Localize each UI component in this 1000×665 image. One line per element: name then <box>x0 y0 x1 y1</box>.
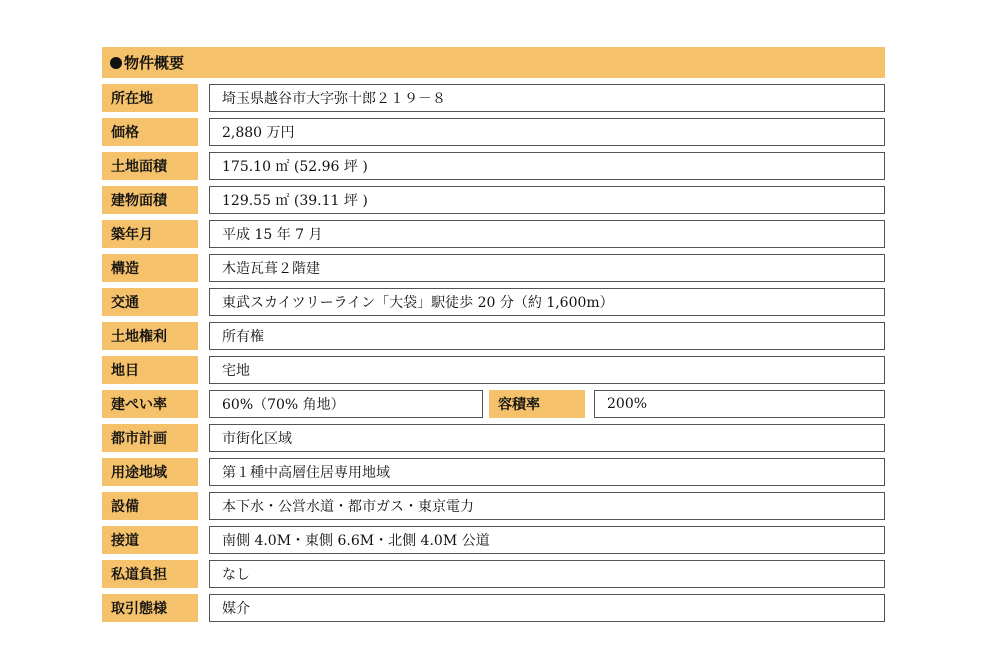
row-transaction-type <box>102 594 885 622</box>
label-built-date: 築年月 <box>102 220 198 248</box>
row-land-rights <box>102 322 885 350</box>
row-price <box>102 118 885 146</box>
value-facilities: 本下水・公営水道・都市ガス・東京電力 <box>209 492 885 520</box>
row-land-area <box>102 152 885 180</box>
value-floor-area-ratio: 200% <box>594 390 885 418</box>
section-header <box>102 47 885 78</box>
value-road-access: 南側 4.0M・東側 6.6M・北側 4.0M 公道 <box>209 526 885 554</box>
label-transaction-type: 取引態様 <box>102 594 198 622</box>
value-land-category: 宅地 <box>209 356 885 384</box>
row-location <box>102 84 885 112</box>
section-title: 物件概要 <box>124 54 185 72</box>
row-transport <box>102 288 885 316</box>
label-floor-area-ratio: 容積率 <box>489 390 585 418</box>
row-land-category <box>102 356 885 384</box>
row-building-area <box>102 186 885 214</box>
label-location: 所在地 <box>102 84 198 112</box>
label-land-area: 土地面積 <box>102 152 198 180</box>
row-zoning <box>102 458 885 486</box>
row-private-road <box>102 560 885 588</box>
row-coverage-ratio <box>102 390 885 418</box>
value-built-date: 平成 15 年 7 月 <box>209 220 885 248</box>
row-built-date <box>102 220 885 248</box>
label-city-planning: 都市計画 <box>102 424 198 452</box>
row-road-access <box>102 526 885 554</box>
label-price: 価格 <box>102 118 198 146</box>
value-structure: 木造瓦葺２階建 <box>209 254 885 282</box>
value-transport: 東武スカイツリーライン「大袋」駅徒歩 20 分（約 1,600m） <box>209 288 885 316</box>
bullet-icon <box>110 57 122 69</box>
label-land-rights: 土地権利 <box>102 322 198 350</box>
property-summary-sheet <box>102 47 885 622</box>
label-facilities: 設備 <box>102 492 198 520</box>
value-location: 埼玉県越谷市大字弥十郎２１９－８ <box>209 84 885 112</box>
value-transaction-type: 媒介 <box>209 594 885 622</box>
label-road-access: 接道 <box>102 526 198 554</box>
label-building-area: 建物面積 <box>102 186 198 214</box>
row-structure <box>102 254 885 282</box>
label-land-category: 地目 <box>102 356 198 384</box>
label-structure: 構造 <box>102 254 198 282</box>
value-price: 2,880 万円 <box>209 118 885 146</box>
value-building-area: 129.55 ㎡ (39.11 坪 ) <box>209 186 885 214</box>
label-transport: 交通 <box>102 288 198 316</box>
value-land-rights: 所有権 <box>209 322 885 350</box>
label-zoning: 用途地域 <box>102 458 198 486</box>
row-city-planning <box>102 424 885 452</box>
value-private-road: なし <box>209 560 885 588</box>
value-land-area: 175.10 ㎡ (52.96 坪 ) <box>209 152 885 180</box>
label-coverage-ratio: 建ぺい率 <box>102 390 198 418</box>
value-coverage-ratio: 60%（70% 角地） <box>209 390 483 418</box>
label-private-road: 私道負担 <box>102 560 198 588</box>
value-city-planning: 市街化区域 <box>209 424 885 452</box>
row-facilities <box>102 492 885 520</box>
value-zoning: 第１種中高層住居専用地域 <box>209 458 885 486</box>
